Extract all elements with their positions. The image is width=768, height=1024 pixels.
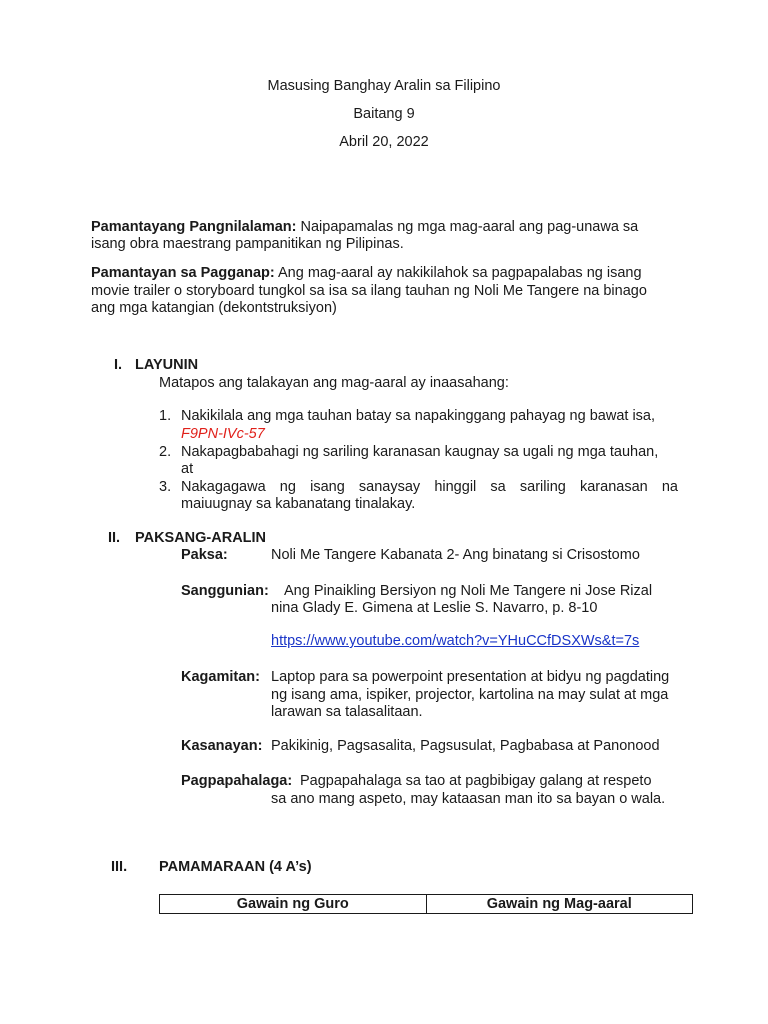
performance-standard-line3: ang mga katangian (dekontstruksiyon): [91, 300, 337, 316]
section-heading-pamamaraan: PAMAMARAAN (4 A’s): [159, 859, 312, 875]
content-standard-label: Pamantayang Pangnilalaman:: [91, 219, 297, 235]
section-heading-paksang-aralin: PAKSANG-ARALIN: [135, 530, 267, 546]
objective-text-2-cont: at: [181, 461, 194, 477]
paksa-text: Noli Me Tangere Kabanata 2- Ang binatang si Crisostomo: [271, 547, 640, 563]
objective-number-1: 1.: [159, 408, 172, 424]
student-activity-header: Gawain ng Mag-aaral: [426, 895, 693, 914]
competency-code: F9PN-IVc-57: [181, 426, 265, 442]
pagpapahalaga-text-2: sa ano mang aspeto, may kataasan man ito sa bayan o wala.: [271, 791, 666, 807]
objective-text-3: Nakagagawa ng isang sanaysay hinggil sa sariling karanasan na: [181, 479, 678, 495]
teacher-activity-header: Gawain ng Guro: [160, 895, 427, 914]
video-link[interactable]: https://www.youtube.com/watch?v=YHuCCfDSXWs&t=7s: [271, 633, 640, 649]
section-numeral-3: III.: [111, 859, 128, 875]
kasanayan-text: Pakikinig, Pagsasalita, Pagsusulat, Pagbabasa at Panonood: [271, 738, 660, 754]
performance-standard-line1: [91, 265, 642, 282]
kasanayan-label: Kasanayan:: [181, 738, 263, 754]
sanggunian-text-1: Ang Pinaikling Bersiyon ng Noli Me Tangere ni Jose Rizal: [284, 583, 653, 599]
objective-number-2: 2.: [159, 444, 172, 460]
document-date: Abril 20, 2022: [339, 134, 429, 150]
performance-standard-label: Pamantayan sa Pagganap:: [91, 265, 275, 281]
sanggunian-text-2: nina Glady E. Gimena at Leslie S. Navarro, p. 8-10: [271, 600, 598, 616]
content-standard-line2: isang obra maestrang pampanitikan ng Pilipinas.: [91, 236, 404, 252]
objective-text-2: Nakapagbabahagi ng sariling karanasan kaugnay sa ugali ng mga tauhan,: [181, 444, 659, 460]
content-standard-line1: [91, 219, 638, 236]
methods-table-header-row: [160, 895, 693, 914]
section-numeral-2: II.: [108, 530, 121, 546]
kagamitan-label: Kagamitan:: [181, 669, 260, 685]
grade-level: Baitang 9: [353, 106, 415, 122]
kagamitan-text-1: Laptop para sa powerpoint presentation at bidyu ng pagdating: [271, 669, 670, 685]
section-numeral-1: I.: [114, 357, 123, 373]
kagamitan-text-3: larawan sa talasalitaan.: [271, 704, 423, 720]
sanggunian-label: Sanggunian:: [181, 583, 269, 599]
pagpapahalaga-text-1: Pagpapahalaga sa tao at pagbibigay galang at respeto: [300, 773, 652, 789]
objective-text-3-cont: maiuugnay sa kabanatang tinalakay.: [181, 496, 416, 512]
content-standard-text: Naipapamalas ng mga mag-aaral ang pag-unawa sa: [300, 219, 639, 235]
objective-text-1: Nakikilala ang mga tauhan batay sa napakinggang pahayag ng bawat isa,: [181, 408, 656, 424]
performance-standard-line2: movie trailer o storyboard tungkol sa isa sa ilang tauhan ng Noli Me Tangere na binago: [91, 283, 647, 299]
document-title: Masusing Banghay Aralin sa Filipino: [267, 78, 501, 94]
performance-standard-text: Ang mag-aaral ay nakikilahok sa pagpapalabas ng isang: [277, 265, 642, 281]
kagamitan-text-2: ng isang ama, ispiker, projector, kartolina na may sulat at mga: [271, 687, 669, 703]
pagpapahalaga-label: Pagpapahalaga:: [181, 773, 293, 789]
paksa-label: Paksa:: [181, 547, 228, 563]
section-heading-layunin: LAYUNIN: [135, 357, 199, 373]
objectives-intro: Matapos ang talakayan ang mag-aaral ay inaasahang:: [159, 375, 509, 391]
methods-table: [159, 894, 693, 914]
objective-number-3: [159, 479, 171, 496]
objective-number-3-text: 3.: [159, 479, 172, 495]
